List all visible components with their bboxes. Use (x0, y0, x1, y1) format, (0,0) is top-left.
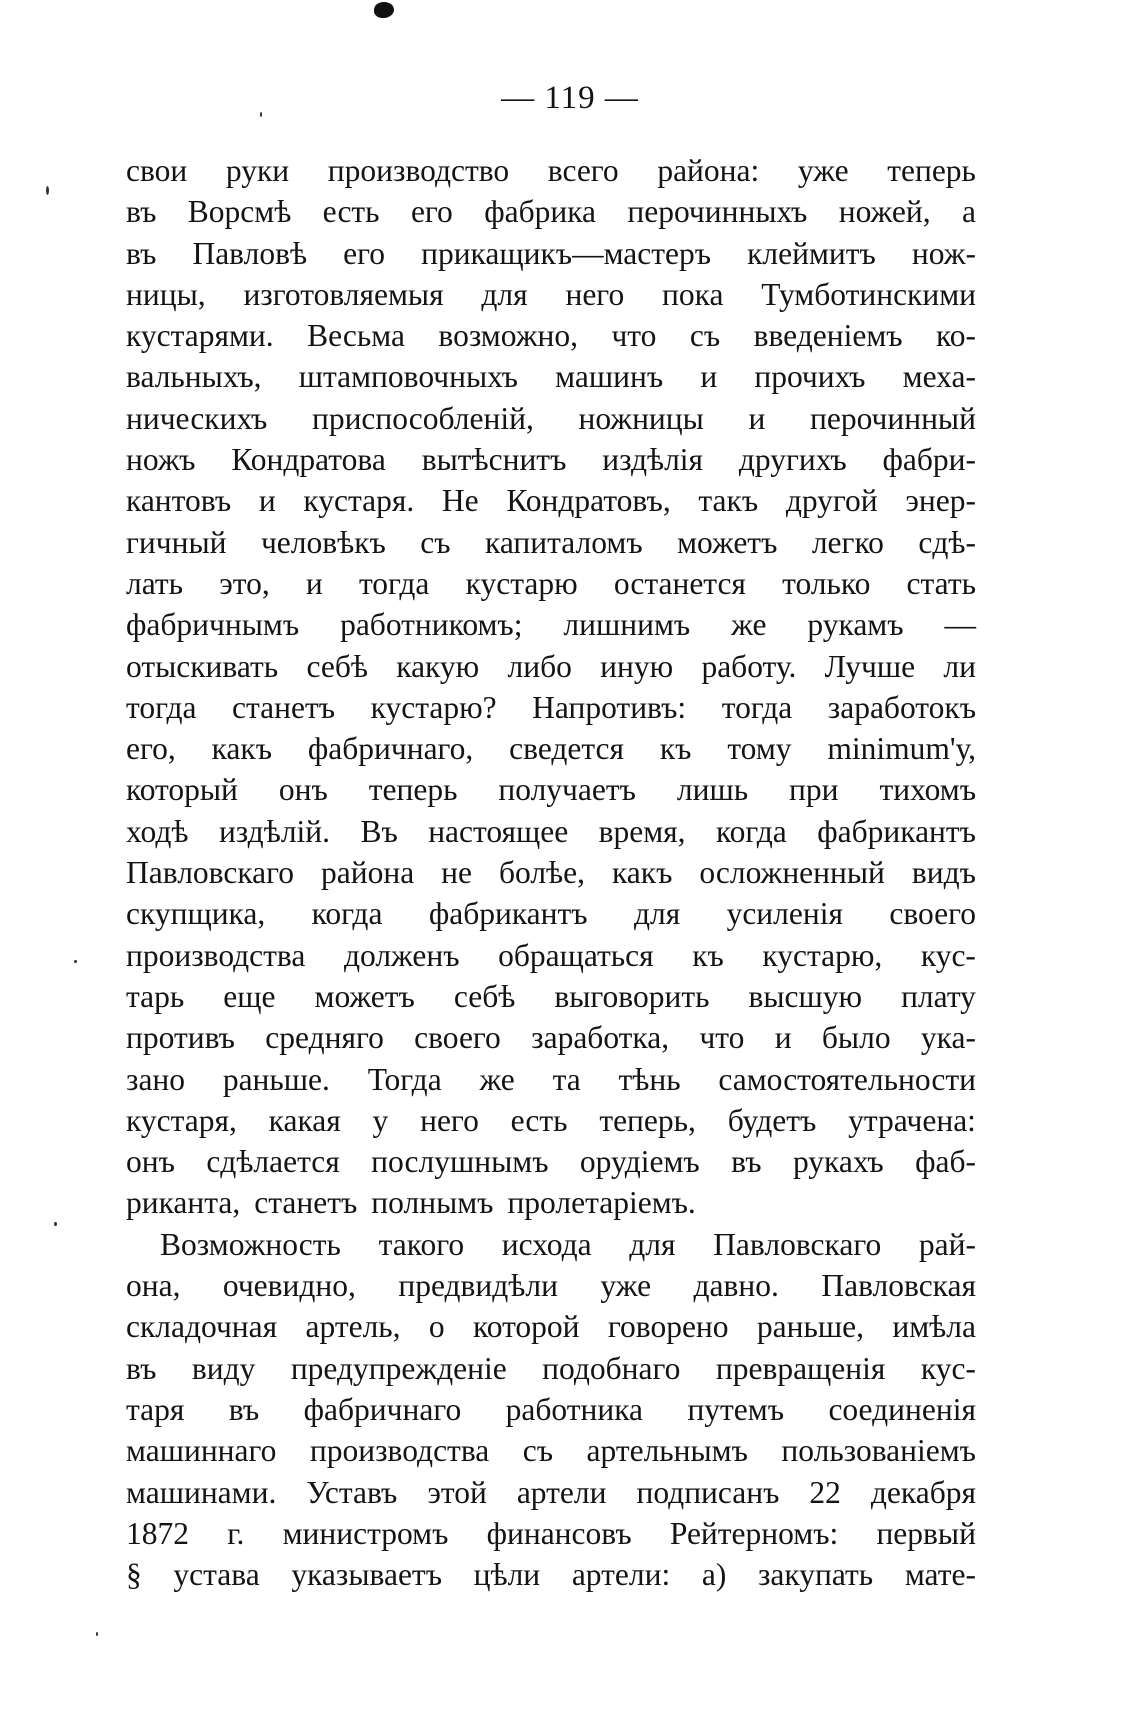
text-line (126, 893, 976, 934)
word: фабричнаго (303, 1391, 462, 1427)
text-line (126, 480, 976, 521)
word: района: (657, 153, 760, 188)
word: меха- (902, 359, 976, 395)
word: съ (522, 1433, 554, 1469)
text-line (126, 604, 976, 645)
word: исхода (501, 1226, 592, 1262)
word: что (699, 1020, 745, 1056)
word: и (700, 359, 718, 395)
word: превращенiя (715, 1350, 886, 1386)
word: артели: (571, 1557, 671, 1593)
word: такъ (698, 483, 759, 519)
word: своего (414, 1020, 501, 1056)
word: Уставъ (306, 1474, 398, 1510)
word: скупщика, (126, 896, 266, 932)
word: энер- (905, 483, 976, 519)
word: пока (662, 276, 724, 312)
word: въ (126, 1350, 157, 1386)
word: прочихъ (754, 359, 866, 395)
word: Павловѣ (192, 235, 308, 271)
word: руки (225, 153, 290, 188)
word: производства (126, 937, 306, 973)
paragraph (126, 1224, 976, 1596)
word: долженъ (343, 937, 460, 973)
word: это, (219, 565, 270, 601)
word: и (748, 400, 766, 436)
word: фабри- (882, 442, 976, 478)
word: соединенiя (828, 1391, 976, 1427)
word: другихъ (738, 442, 847, 478)
word: зано (126, 1061, 186, 1097)
word: изготовляемыя (243, 276, 444, 312)
word: штамповочныхъ (298, 359, 518, 395)
text-line (126, 687, 976, 728)
word: въ (228, 1391, 260, 1427)
word: 1872 (126, 1515, 189, 1551)
word: издѣлiя (602, 442, 704, 478)
word: теперь, (599, 1102, 696, 1138)
word: таря (126, 1391, 185, 1427)
word: Кондратовъ, (506, 483, 671, 519)
word: Напротивъ: (532, 689, 687, 725)
word: только (782, 565, 871, 601)
text-line (126, 1513, 976, 1554)
word: рай- (918, 1226, 976, 1262)
text-line (126, 1348, 976, 1389)
word: кустарю? (370, 689, 497, 725)
text-line (126, 191, 976, 232)
word: ножъ (126, 442, 196, 478)
word: Весьма (307, 318, 405, 354)
word: еще (223, 978, 276, 1014)
word: есть (510, 1102, 568, 1138)
word: риканта, (126, 1185, 241, 1221)
word: время, (598, 813, 686, 849)
word: уже (600, 1268, 652, 1304)
word: капиталомъ (485, 524, 643, 560)
text-line (126, 811, 976, 852)
word: о (428, 1309, 445, 1345)
word: фабрикантъ (817, 813, 976, 849)
word: онъ (278, 772, 328, 808)
word: кустарю, (762, 937, 883, 973)
word: фабричнаго, (307, 731, 474, 767)
word: пролетарiемъ. (507, 1185, 696, 1221)
word: свои (126, 153, 188, 188)
word: какая (268, 1102, 341, 1138)
word: когда (311, 896, 383, 932)
text-line (126, 274, 976, 315)
word: утрачена: (848, 1102, 976, 1138)
text-line (126, 439, 976, 480)
text-line (126, 976, 976, 1017)
text-line (126, 150, 976, 191)
word: него (565, 276, 625, 312)
word: средняго (265, 1020, 384, 1056)
word: сдѣлается (206, 1144, 340, 1180)
word: подобнаго (542, 1350, 681, 1386)
word: будетъ (727, 1102, 817, 1138)
word: § (126, 1557, 142, 1593)
word: видъ (911, 855, 976, 891)
word: иную (600, 648, 674, 684)
text-line (126, 1017, 976, 1058)
word: обращаться (498, 937, 654, 973)
word: перочинныхъ (627, 194, 808, 230)
text-line (126, 233, 976, 274)
text-line (126, 728, 976, 769)
word: ко- (936, 318, 976, 354)
word: ли (943, 648, 976, 684)
word: машиннаго (126, 1433, 277, 1469)
word: пользованiемъ (781, 1433, 976, 1469)
word: а (962, 194, 976, 230)
word: работникомъ; (340, 607, 523, 643)
word: а) (701, 1557, 727, 1593)
word: тарь (126, 978, 185, 1014)
word: всего (547, 153, 619, 188)
word: къ (659, 731, 692, 767)
word: лишнимъ (563, 607, 691, 643)
word: рукамъ (807, 607, 904, 643)
word: заработка, (531, 1020, 670, 1056)
word: кус- (920, 937, 976, 973)
word: нож- (911, 235, 976, 271)
text-line (126, 769, 976, 810)
word: что (611, 318, 657, 354)
word: закупать (757, 1557, 874, 1593)
word: артели (516, 1474, 607, 1510)
word: Павловская (821, 1268, 976, 1304)
word: давно. (693, 1268, 779, 1304)
word: уже (797, 153, 849, 188)
word: та (552, 1061, 581, 1097)
page-number: — 119 — (501, 80, 639, 116)
word: же (731, 607, 767, 643)
word: себѣ (306, 648, 368, 684)
word: цѣли (473, 1557, 541, 1593)
dust-speck (74, 960, 77, 963)
word: заработокъ (827, 689, 976, 725)
word: имѣла (892, 1309, 976, 1345)
word: ножницы (578, 400, 704, 436)
word: самостоятельности (718, 1061, 976, 1097)
word: какую (396, 648, 480, 684)
word: ническихъ (126, 400, 268, 436)
word: тому (727, 731, 792, 767)
word: не (441, 855, 472, 891)
word: Тогда (367, 1061, 442, 1097)
word: же (479, 1061, 515, 1097)
word: было (821, 1020, 891, 1056)
word: послушнымъ (371, 1144, 549, 1180)
word: артель, (305, 1309, 401, 1345)
word: ука- (920, 1020, 976, 1056)
word: настоящее (428, 813, 569, 849)
text-line (126, 935, 976, 976)
text-line (126, 1389, 976, 1430)
word: она, (126, 1268, 181, 1304)
text-line (126, 1265, 976, 1306)
text-line (126, 1306, 976, 1347)
word: высшую (748, 978, 863, 1014)
word: болѣе, (498, 855, 586, 891)
word: къ (692, 937, 724, 973)
word: вальныхъ, (126, 359, 262, 395)
word: тихомъ (879, 772, 976, 808)
word: складочная (126, 1309, 278, 1345)
word: фабрикантъ (428, 896, 588, 932)
word: клеймитъ (747, 235, 876, 271)
word: усиленiя (726, 896, 843, 932)
word: станетъ (232, 689, 336, 725)
word: кустарю (465, 565, 578, 601)
word: ходѣ (126, 813, 189, 849)
word: 22 (809, 1474, 841, 1510)
word: г. (227, 1515, 245, 1551)
word: своего (889, 896, 976, 932)
word: для (633, 896, 681, 932)
word: машинъ (555, 359, 664, 395)
word: Ворсмѣ (187, 194, 292, 230)
word: другой (785, 483, 878, 519)
word: мате- (904, 1557, 976, 1593)
word: издѣлiй. (218, 813, 331, 849)
paragraph (126, 150, 976, 1224)
word: Лучше (824, 648, 916, 684)
word: Рейтерномъ: (669, 1515, 839, 1551)
word: устава (173, 1557, 260, 1593)
word: перочинный (809, 400, 976, 436)
word: тогда (126, 689, 197, 725)
word: производства (309, 1433, 490, 1469)
word: полнымъ (371, 1185, 494, 1221)
word: стать (906, 565, 976, 601)
dust-speck (54, 1222, 57, 1226)
word: съ (689, 318, 721, 354)
word: онъ (126, 1144, 175, 1180)
word: въ (126, 235, 157, 271)
word: фаб- (915, 1144, 976, 1180)
word: противъ (126, 1020, 235, 1056)
word: кантовъ (126, 483, 232, 519)
word: Не (441, 483, 479, 519)
word: него (420, 1102, 479, 1138)
word: которой (473, 1309, 580, 1345)
text-line (126, 1100, 976, 1141)
word: теперь (368, 772, 458, 808)
word: въ (731, 1144, 762, 1180)
text-line (126, 398, 976, 439)
word: министромъ (282, 1515, 449, 1551)
word: Павловскаго (126, 855, 295, 891)
dust-speck (46, 186, 49, 195)
word: его (343, 235, 386, 271)
word: путемъ (687, 1391, 785, 1427)
word: у (372, 1102, 389, 1138)
word: Павловскаго (713, 1226, 882, 1262)
text-line (126, 522, 976, 563)
word: когда (715, 813, 787, 849)
word: кустаря. (303, 483, 415, 519)
word: ножей, (838, 194, 931, 230)
word: станетъ (254, 1185, 358, 1221)
word: гичный (126, 524, 227, 560)
text-line (126, 1430, 976, 1471)
word: отыскивать (126, 648, 279, 684)
word: и (258, 483, 276, 519)
word: говорено (607, 1309, 729, 1345)
word: Кондратова (231, 442, 386, 478)
word: такого (378, 1226, 465, 1262)
text-line (126, 1182, 976, 1223)
word: виду (191, 1350, 256, 1386)
word: себѣ (453, 978, 516, 1014)
word: его, (126, 731, 176, 767)
word: minimum'у, (827, 731, 976, 767)
text-line (126, 852, 976, 893)
word: фабрика (484, 194, 597, 230)
word: артельнымъ (586, 1433, 748, 1469)
word: и (774, 1020, 792, 1056)
word: работу. (701, 648, 797, 684)
word: машинами. (126, 1474, 277, 1510)
word: кустарями. (126, 318, 274, 354)
word: останется (613, 565, 746, 601)
ink-blot-mark (374, 2, 394, 18)
word: сведется (509, 731, 625, 767)
word: раньше. (222, 1061, 330, 1097)
text-line (126, 1141, 976, 1182)
word: ницы, (126, 276, 206, 312)
word: который (126, 772, 238, 808)
word: теперь (887, 153, 976, 188)
word: декабря (870, 1474, 976, 1510)
word: для (481, 276, 528, 312)
word: первый (876, 1515, 976, 1551)
word: Тумботинскими (761, 276, 976, 312)
word: финансовъ (486, 1515, 632, 1551)
word: Въ (360, 813, 398, 849)
text-line (126, 1224, 976, 1265)
word: тогда (358, 565, 430, 601)
word: кус- (920, 1350, 976, 1386)
word: есть (322, 194, 380, 230)
word: какъ (211, 731, 272, 767)
word: предупрежденiе (290, 1350, 507, 1386)
word: плату (901, 978, 976, 1014)
word: указываетъ (291, 1557, 442, 1593)
word: фабричнымъ (126, 607, 300, 643)
dust-speck (96, 1632, 98, 1636)
word: либо (507, 648, 572, 684)
text-line (126, 646, 976, 687)
body-text (126, 150, 976, 1595)
word: тѣнь (618, 1061, 681, 1097)
word: и (305, 565, 323, 601)
word: очевидно, (222, 1268, 356, 1304)
word: введенiемъ (753, 318, 903, 354)
word: вытѣснитъ (421, 442, 567, 478)
word: легко (811, 524, 884, 560)
word: съ (420, 524, 451, 560)
word: возможно, (438, 318, 578, 354)
word: лать (126, 565, 184, 601)
text-line (126, 1554, 976, 1595)
word: осложненный (699, 855, 885, 891)
word: въ (126, 194, 157, 230)
word: производство (327, 153, 510, 188)
word: тогда (721, 689, 793, 725)
word: подписанъ (636, 1474, 780, 1510)
word: при (789, 772, 839, 808)
word: можетъ (314, 978, 415, 1014)
text-line (126, 315, 976, 356)
word: выговорить (554, 978, 710, 1014)
word: — (944, 607, 976, 643)
word: сдѣ- (918, 524, 976, 560)
word: получаетъ (498, 772, 636, 808)
word: прикащикъ—мастеръ (421, 235, 712, 271)
word: Возможность (160, 1226, 341, 1262)
word: кустаря, (126, 1102, 237, 1138)
text-line (126, 1472, 976, 1513)
word: рукахъ (792, 1144, 884, 1180)
word: можетъ (677, 524, 778, 560)
word: этой (427, 1474, 487, 1510)
word: для (629, 1226, 676, 1262)
word: района (321, 855, 415, 891)
text-line (126, 356, 976, 397)
word: орудiемъ (579, 1144, 700, 1180)
word: предвидѣли (398, 1268, 558, 1304)
word: человѣкъ (260, 524, 386, 560)
text-line (126, 563, 976, 604)
text-line (126, 1059, 976, 1100)
word: его (410, 194, 453, 230)
word: какъ (611, 855, 673, 891)
word: раньше, (756, 1309, 864, 1345)
word: лишь (676, 772, 749, 808)
word: работника (505, 1391, 644, 1427)
word: приспособленiй, (311, 400, 534, 436)
